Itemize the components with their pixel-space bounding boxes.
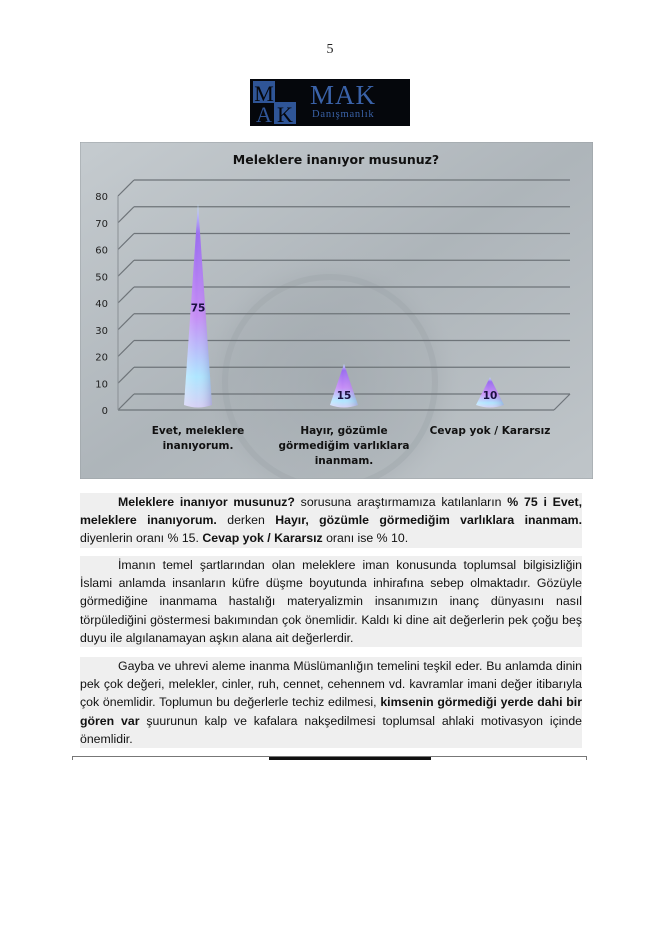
y-tick-label: 20: [95, 352, 108, 364]
bold-text-run: kimsenin görmediği yerde dahi bir gören var: [80, 695, 582, 728]
y-axis-ticks: [95, 192, 108, 417]
svg-text:M: M: [254, 81, 274, 106]
text-run: derken: [216, 513, 276, 528]
y-tick-label: 50: [95, 272, 108, 284]
logo-subtitle: Danışmanlık: [312, 109, 375, 120]
data-label: 75: [190, 302, 206, 315]
y-tick-label: 70: [95, 218, 108, 230]
logo-name: MAK: [310, 80, 377, 110]
x-category-label: Hayır, gözümle: [300, 425, 388, 437]
data-label: 15: [336, 390, 352, 402]
text-run: Gayba ve uhrevi aleme inanma Müslümanlığın temelini teşkil eder. Bu anlamda dinin pek çok değeri, melekler, cinler, ruh, cennet, cehennem vd. kavramlar imani değer itibarıyla çok önemlidir. Toplumun bu değerlerle techiz edilmesi,: [80, 659, 582, 710]
svg-text:A: A: [256, 102, 272, 124]
y-tick-label: 10: [95, 379, 108, 391]
x-category-label: inanmam.: [314, 455, 374, 467]
text-run: İmanın temel şartlarından olan meleklere iman konusunda toplumsal bilgisizliğin İslami anlamda insanların küfre düşme boyutunda inhirafına sebep olmaktadır. Gözüyle görmediğine inanmama hastalığı materyalizmin insanımızın inanç dünyasını nasıl törpülediğini göstermesi bakımından çok önemlidir. Kaldı ki dine ait değerlerin pek çoğu beş duyu ile algılanamayan aşkın alana ait değerlerdir.: [80, 558, 582, 645]
bold-text-run: % 75 i Evet, meleklere inanıyorum.: [80, 495, 583, 528]
text-run: şuurunun kalp ve kafalara nakşedilmesi toplumsal ahlaki motivasyon içinde önemlidir.: [80, 713, 582, 746]
paragraph-faith-ignorance: [80, 556, 582, 647]
paragraph-unseen-belief: [80, 657, 582, 748]
y-tick-label: 0: [101, 406, 108, 417]
x-category-label: inanıyorum.: [162, 440, 234, 452]
footer-tick-left: [72, 756, 73, 760]
x-category-label: Evet, meleklere: [151, 425, 245, 437]
paragraph-3: [80, 657, 582, 748]
data-label: 10: [482, 390, 498, 402]
x-category-label: görmediğim varlıklara: [278, 440, 410, 452]
paragraph-1: [80, 493, 582, 548]
bold-text-run: Hayır, gözümle görmediğim varlıklara inanmam.: [275, 513, 583, 528]
bold-text-run: Meleklere inanıyor musunuz?: [118, 495, 295, 509]
x-category-label: Cevap yok / Kararsız: [429, 425, 551, 437]
text-run: diyenlerin oranı % 15.: [80, 531, 203, 546]
bold-text-run: Cevap yok / Kararsız: [202, 531, 323, 546]
text-run: oranı ise % 10.: [322, 531, 409, 546]
y-tick-label: 60: [95, 245, 108, 257]
bar-chart: [80, 142, 593, 479]
y-tick-label: 80: [95, 192, 108, 203]
text-run: sorusuna araştırmamıza katılanların: [294, 495, 508, 509]
footer-tick-right: [586, 756, 587, 760]
logo-monogram-icon: [253, 81, 296, 124]
paragraph-2: [80, 556, 582, 647]
svg-text:K: K: [277, 102, 293, 124]
page-number: 5: [326, 42, 334, 57]
company-logo: [250, 79, 410, 126]
footer-bar: [269, 757, 431, 760]
chart-title: Meleklere inanıyor musunuz?: [232, 152, 440, 167]
y-tick-label: 40: [95, 299, 108, 310]
paragraph-survey-result: [80, 493, 582, 548]
y-tick-label: 30: [95, 325, 108, 337]
